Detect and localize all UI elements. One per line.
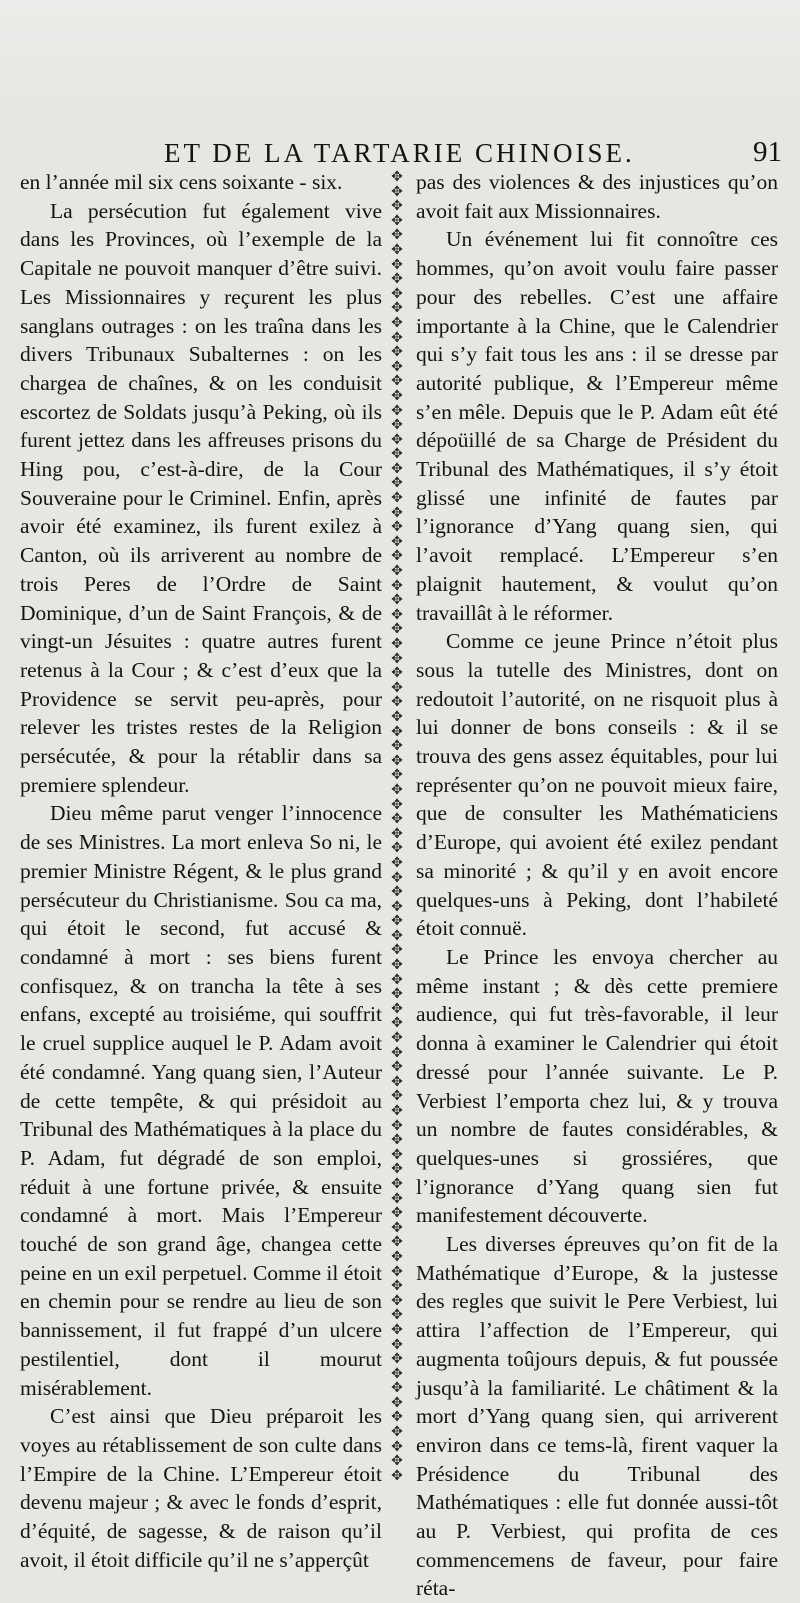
top-margin <box>0 0 800 120</box>
paragraph: Les diverses épreuves qu’on fit de la Mathématique d’Europe, & la justesse des regles que suivit le Pere Verbiest, lui attira l’affection de l’Empereur, qui augmenta toûjours depuis, & fut poussée jusqu’à la familiarité. Le châtiment & la mort d’Yang quang sien, qui arriverent environ dans ce tems-là, firent vaquer la Présidence du Tribunal des Mathématiques : elle fut donnée aussi-tôt au P. Verbiest, qui profita de ces commencemens de faveur, pour faire réta- <box>416 1232 778 1601</box>
right-column <box>416 168 778 1603</box>
paragraph: Dieu même parut venger l’innocence de ses Ministres. La mort enleva So ni, le premier Ministre Régent, & le plus grand persécuteur du Christianisme. Sou ca ma, qui étoit le second, fut accusé & condamné à mort : ses biens furent confisquez, & on trancha la tête à ses enfans, excepté au troisiéme, qui souffrit le cruel supplice auquel le P. Adam avoit été condamné. Yang quang sien, l’Auteur de cette tempête, & qui présidoit au Tribunal des Mathématiques à la place du P. Adam, fut dégradé de son emploi, réduit à une fortune privée, & ensuite condamné à mort. Mais l’Empereur touché de son grand âge, changea cette peine en un exil perpetuel. Comme il étoit en chemin pour se rendre au lieu de son bannissement, il fut frappé d’un ulcere pestilentiel, dont il mourut misérablement. <box>20 801 382 1400</box>
running-title: ET DE LA TARTARIE CHINOISE. <box>164 138 635 168</box>
page-number: 91 <box>753 136 782 168</box>
paragraph: Le Prince les envoya chercher au même instant ; & dès cette premiere audience, qui fut très-favorable, il leur donna à examiner le Calendrier qui étoit dressé pour l’année suivante. Le P. Verbiest l’emporta chez lui, & y trouva un nombre de fautes considérables, & quelques-unes si grossiéres, que l’ignorance d’Yang quang sien fut manifestement découverte. <box>416 944 778 1228</box>
paragraph: La persécution fut également vive dans les Provinces, où l’exemple de la Capitale ne pouvoit manquer d’être suivi. Les Missionnaires y reçurent les plus sanglans outrages : on les traîna dans les divers Tribunaux Subalternes : on les chargea de chaînes, & on les conduisit escortez de Soldats jusqu’à Peking, où ils furent jettez dans les affreuses prisons du Hing pou, c’est-à-dire, de la Cour Souveraine pour le Criminel. Enfin, après avoir été examinez, ils furent exilez à Canton, où ils arriverent au nombre de trois Peres de l’Ordre de Saint Dominique, d’un de Saint François, & de vingt-un Jésuites : quatre autres furent retenus à la Cour ; & c’est d’eux que la Providence se servit peu-après, pour relever les tristes restes de la Religion persécutée, & pour la rétablir dans sa premiere splendeur. <box>20 198 382 797</box>
paragraph: en l’année mil six cens soixante - six. <box>20 170 343 194</box>
ornamental-column-divider: ✥ ✥ ✥ ✥ ✥ ✥ ✥ ✥ ✥ ✥ ✥ ✥ ✥ ✥ ✥ ✥ ✥ ✥ ✥ ✥ ✥ ✥ ✥ ✥ ✥ ✥ ✥ ✥ ✥ ✥ ✥ ✥ ✥ ✥ ✥ ✥ ✥ ✥ ✥ ✥ ✥ ✥ ✥ ✥ ✥ ✥ ✥ ✥ ✥ ✥ ✥ ✥ ✥ ✥ ✥ ✥ ✥ ✥ ✥ ✥ ✥ ✥ ✥ ✥ ✥ ✥ ✥ ✥ ✥ ✥ ✥ ✥ ✥ ✥ ✥ ✥ ✥ ✥ ✥ ✥ ✥ ✥ ✥ ✥ ✥ ✥ ✥ ✥ ✥ ✥ <box>391 169 403 1484</box>
paragraph: Un événement lui fit connoître ces hommes, qu’on avoit voulu faire passer pour des rebelles. C’est une affaire importante à la Chine, que le Calendrier qui s’y fait tous les ans : il se dresse par autorité publique, & l’Empereur même s’en mêle. Depuis que le P. Adam eût été dépoüillé de sa Charge de Président du Tribunal des Mathématiques, il s’y étoit glissé une infinité de fautes par l’ignorance d’Yang quang sien, qui l’avoit remplacé. L’Empereur s’en plaignit hautement, & voulut qu’on travaillât à le réformer. <box>416 227 778 625</box>
paragraph: pas des violences & des injustices qu’on avoit fait aux Missionnaires. <box>416 170 778 223</box>
left-column <box>20 168 382 1574</box>
paragraph: Comme ce jeune Prince n’étoit plus sous la tutelle des Ministres, dont on redoutoit l’autorité, on ne risquoit plus à lui donner de bons conseils : & il se trouva des gens assez équitables, pour lui représenter qu’on ne pouvoit mieux faire, que de consulter les Mathématiciens d’Europe, qui avoient été exilez pendant sa minorité ; & qu’il y en avoit encore quelques-uns à Peking, dont l’habileté étoit connuë. <box>416 629 778 941</box>
paragraph: C’est ainsi que Dieu préparoit les voyes au rétablissement de son culte dans l’Empire de la Chine. L’Empereur étoit devenu majeur ; & avec le fonds d’esprit, d’équité, de sagesse, & de raison qu’il avoit, il étoit difficile qu’il ne s’apperçût <box>20 1404 382 1572</box>
